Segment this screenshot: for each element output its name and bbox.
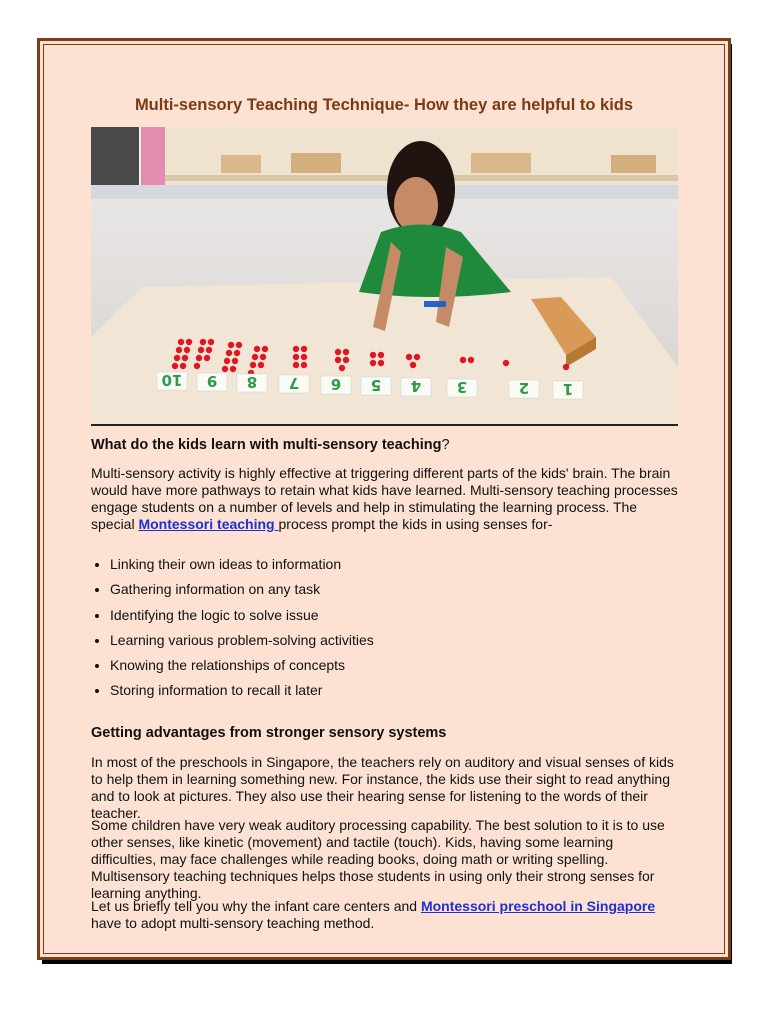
card-number-2: 2 (518, 379, 530, 397)
card-number-6: 6 (330, 375, 342, 393)
section-heading-kids-learn (91, 437, 450, 453)
list-item: • Identifying the logic to solve issue (110, 603, 374, 628)
list-item: • Gathering information on any task (110, 577, 374, 602)
card-number-5: 5 (370, 376, 382, 394)
card-number-3: 3 (456, 378, 468, 396)
list-item: • Linking their own ideas to information (110, 552, 374, 577)
card-number-10: 10 (161, 371, 183, 389)
card-number-1: 1 (562, 380, 574, 398)
photo-child-counting-beads (91, 127, 678, 426)
list-item: • Storing information to recall it later (110, 678, 374, 703)
closing-text-1: Let us briefly tell you why the infant care centers and (91, 898, 421, 914)
paragraph-preschools: In most of the preschools in Singapore, the teachers rely on auditory and visual senses of kids to help them in learning something new. For instance, the kids use their sight to read anything and to look at pictures. They also use their hearing sense for listening to the words of their teacher. (91, 754, 674, 821)
paragraph-weak-auditory: Some children have very weak auditory processing capability. The best solution to it is to use other senses, like kinetic (movement) and tactile (touch). Kids, having some learning difficulties, may face challenges while reading books, doing math or writing spelling. Multisensory teaching techniques helps those students in using only their strong senses for learning anything. (91, 817, 665, 901)
intro-paragraph (91, 465, 681, 533)
list-item: • Knowing the relationships of concepts (110, 653, 374, 678)
section-heading-text: What do the kids learn with multi-sensory teaching (91, 437, 442, 453)
intro-text-2: process prompt the kids in using senses for- (278, 516, 553, 532)
card-number-8: 8 (246, 373, 258, 391)
montessori-preschool-singapore-link[interactable]: Montessori preschool in Singapore (420, 898, 656, 914)
card-number-7: 7 (288, 374, 300, 392)
intro-text-1: Multi-sensory activity is highly effective at triggering different parts of the kids' brain. The brain would have more pathways to retain what kids have learned. Multi-sensory teaching processes engage students on a number of levels and help in stimulating the learning process. The special (91, 465, 678, 532)
card-number-9: 9 (206, 372, 218, 390)
page-title: Multi-sensory Teaching Technique- How they are helpful to kids (134, 96, 634, 114)
montessori-teaching-link[interactable]: Montessori teaching (138, 516, 279, 532)
list-item: • Learning various problem-solving activities (110, 628, 374, 653)
senses-bullet-list (78, 552, 374, 704)
document-page (37, 38, 731, 960)
section-heading-advantages: Getting advantages from stronger sensory systems (91, 725, 447, 741)
section-heading-suffix: ? (441, 437, 450, 453)
paragraph-montessori-preschool (91, 898, 681, 932)
closing-text-2: have to adopt multi-sensory teaching method. (91, 915, 375, 931)
card-number-4: 4 (410, 377, 422, 395)
